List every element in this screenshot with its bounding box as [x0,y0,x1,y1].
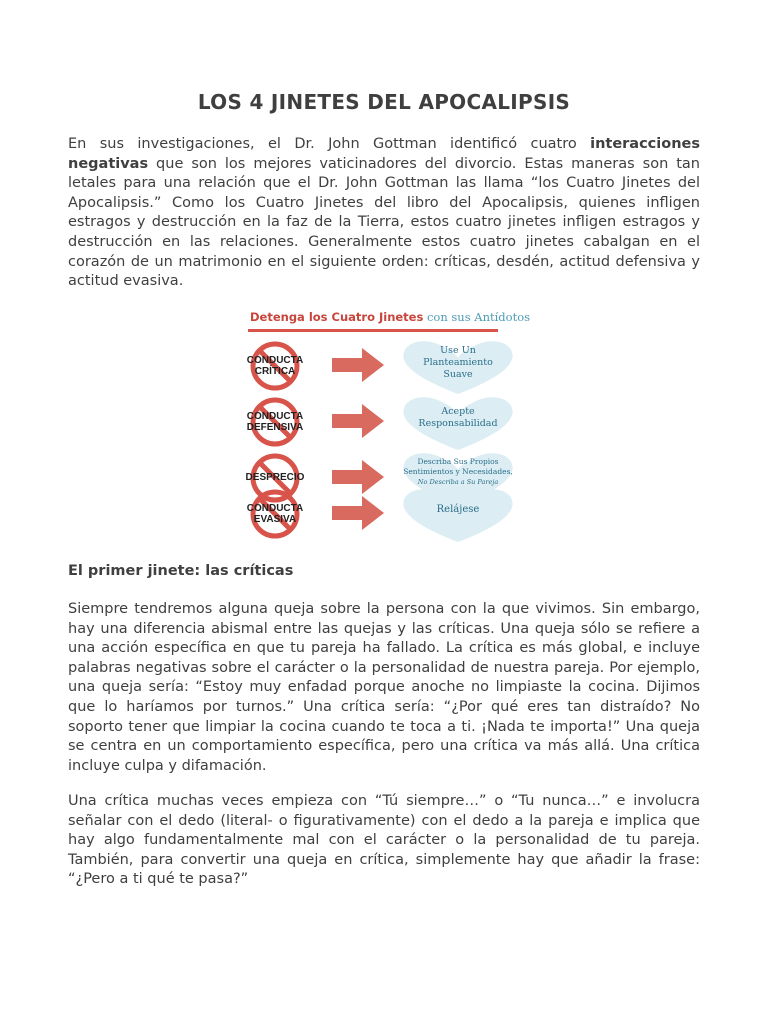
figure-row-label: CONDUCTA DEFENSIVA [246,411,304,433]
figure-header-red: Detenga los Cuatro Jinetes [250,310,424,324]
intro-paragraph [68,135,700,292]
figure-row-label: DESPRECIO [245,472,305,483]
figure-row-stonewalling [244,486,524,542]
document-title: LOS 4 JINETES DEL APOCALIPSIS [197,90,571,114]
antidote-text: Acepte Responsabilidad [418,406,498,429]
arrow-right-icon [332,404,384,438]
antidote-subtext: No Describa a Su Pareja [417,478,499,486]
antidote-text: Relájese [436,504,480,515]
arrow-right-icon [332,496,384,530]
intro-text-end: que son los mejores vaticinadores del divorcio. Estas maneras son tan letales para una relación que el Dr. John Gottman las llama “los Cuatro Jinetes del Apocalipsis.” Como los Cuatro Jinetes del libro del Apocalipsis, quienes infligen estragos y destrucción en la faz de la Tierra, estos cuatro jinetes infligen estragos y destrucción en las relaciones. Generalmente estos cuatro jinetes cabalgan en el corazón de un matrimonio en el siguiente orden: críticas, desdén, actitud defensiva y actitud evasiva. [68,155,700,290]
figure-row-criticism [244,338,524,394]
intro-text-start: En sus investigaciones, el Dr. John Gottman identificó cuatro [68,136,591,152]
antidotes-figure [244,308,531,542]
antidote-text: Describa Sus Propios Sentimientos y Necesidades, [403,457,513,476]
figure-row-label: CONDUCTA EVASIVA [246,503,304,525]
figure-header-blue: con sus Antídotos [423,310,531,324]
body-paragraph: Una crítica muchas veces empieza con “Tú siempre…” o “Tu nunca…” e involucra señalar con el dedo (literal- o figurativamente) con el dedo a la pareja e implica que hay algo fundamentalmente mal con el carácter o la personalidad de tu pareja. También, para convertir una queja en crítica, simplemente hay que añadir la frase: “¿Pero a ti qué te pasa?” [68,793,700,888]
figure-row-label: CONDUCTA CRÍTICA [246,355,304,377]
figure-header-rule [248,329,498,332]
antidote-text: Use Un Planteamiento Suave [423,345,493,380]
intro-bold-term: interacciones negativas [68,136,700,172]
section-heading: El primer jinete: las críticas [68,563,294,579]
arrow-right-icon [332,348,384,382]
figure-header [250,310,530,324]
figure-row-defensiveness [244,394,524,450]
body-paragraph: Siempre tendremos alguna queja sobre la persona con la que vivimos. Sin embargo, hay una diferencia abismal entre las quejas y las críticas. Una queja sólo se refiere a una acción específica en que tu pareja ha fallado. La crítica es más global, e incluye palabras negativas sobre el carácter o la personalidad de nuestra pareja. Por ejemplo, una queja sería: “Estoy muy enfadad porque anoche no limpiaste la cocina. Dijimos que lo haríamos por turnos.” Una crítica sería: “¿Por qué eres tan distraído? No soporto tener que limpiar la cocina cuando te toca a ti. ¡Nada te importa!” Una queja se centra en un comportamiento específica, pero una crítica va más allá. Una crítica incluye culpa y difamación. [68,601,700,774]
